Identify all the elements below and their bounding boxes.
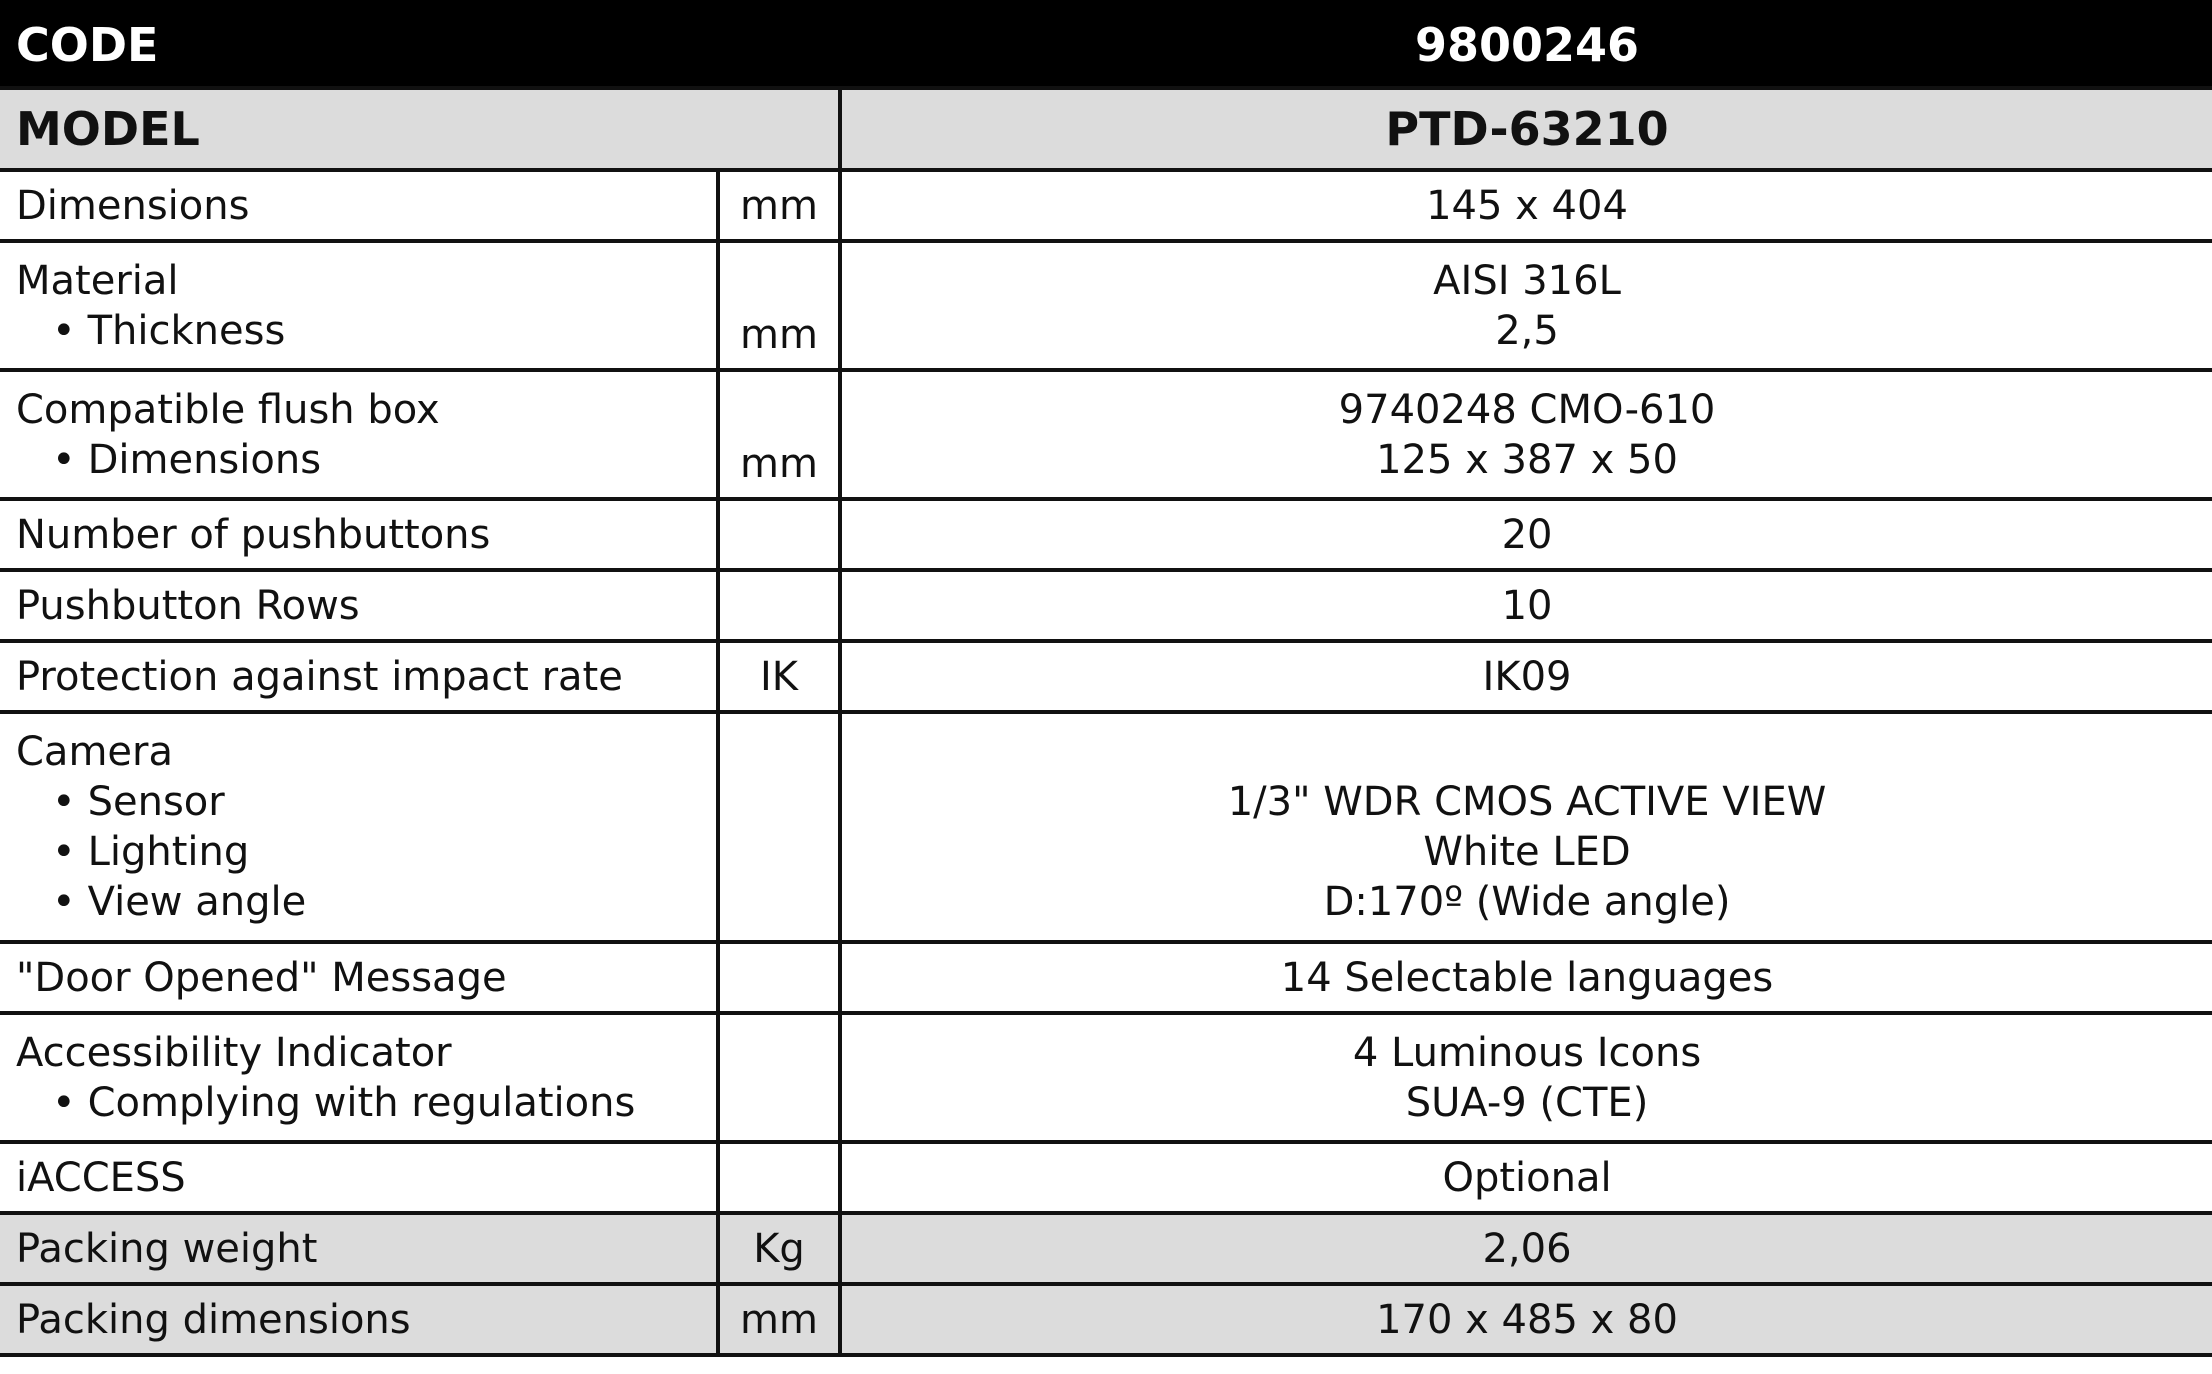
- row-label-cell: [0, 370, 718, 499]
- model-row: [0, 88, 2212, 170]
- row-label: Number of pushbuttons: [0, 499, 718, 570]
- table-row: [0, 712, 2212, 942]
- row-unit: IK: [718, 641, 840, 712]
- row-unit: [718, 942, 840, 1013]
- row-value-spacer: [842, 727, 2212, 777]
- row-value: SUA-9 (CTE): [1405, 1079, 1649, 1126]
- row-label: Compatible flush box: [16, 386, 440, 433]
- row-value-cell: [840, 241, 2212, 370]
- row-label: Pushbutton Rows: [0, 570, 718, 641]
- row-unit: [718, 499, 840, 570]
- row-label: Material: [16, 257, 179, 304]
- row-value: 10: [840, 570, 2212, 641]
- code-row: [0, 2, 2212, 88]
- row-value: 9740248 CMO-610: [1338, 386, 1716, 433]
- table-row: [0, 1284, 2212, 1355]
- code-value: 9800246: [840, 2, 2212, 88]
- row-label: Packing weight: [0, 1213, 718, 1284]
- row-value: 145 x 404: [840, 170, 2212, 241]
- row-unit: [718, 1013, 840, 1142]
- row-value: 2,5: [1495, 307, 1559, 354]
- table-row: [0, 499, 2212, 570]
- row-label-cell: [0, 712, 718, 942]
- row-unit: [718, 570, 840, 641]
- table-row: [0, 1142, 2212, 1213]
- table-row: [0, 170, 2212, 241]
- row-value: 4 Luminous Icons: [1352, 1029, 1702, 1076]
- model-value: PTD-63210: [840, 88, 2212, 170]
- row-label-cell: [0, 241, 718, 370]
- row-label: Dimensions: [0, 170, 718, 241]
- row-value-cell: [840, 370, 2212, 499]
- row-label: "Door Opened" Message: [0, 942, 718, 1013]
- row-value: 1/3" WDR CMOS ACTIVE VIEW: [1227, 779, 1827, 825]
- model-label: MODEL: [0, 88, 840, 170]
- row-unit: mm: [718, 1284, 840, 1355]
- row-value: IK09: [840, 641, 2212, 712]
- row-label-cell: [0, 1013, 718, 1142]
- row-value: 20: [840, 499, 2212, 570]
- row-value: 2,06: [840, 1213, 2212, 1284]
- row-value: D:170º (Wide angle): [1323, 879, 1731, 925]
- row-sub-label: • Lighting: [16, 827, 716, 877]
- row-sub-label: • Complying with regulations: [16, 1078, 716, 1128]
- row-sub-label: • Sensor: [16, 777, 716, 827]
- row-unit: mm: [718, 370, 840, 499]
- row-label: Packing dimensions: [0, 1284, 718, 1355]
- row-unit: Kg: [718, 1213, 840, 1284]
- row-label: iACCESS: [0, 1142, 718, 1213]
- row-unit: [718, 1142, 840, 1213]
- table-row: [0, 1013, 2212, 1142]
- row-label: Protection against impact rate: [0, 641, 718, 712]
- row-value: AISI 316L: [1433, 257, 1621, 304]
- row-value-cell: [840, 712, 2212, 942]
- row-label: Accessibility Indicator: [16, 1029, 452, 1076]
- row-unit: mm: [718, 170, 840, 241]
- row-sub-label: • View angle: [16, 877, 716, 927]
- row-unit: mm: [718, 241, 840, 370]
- table-row: [0, 641, 2212, 712]
- row-value: 14 Selectable languages: [840, 942, 2212, 1013]
- table-row: [0, 570, 2212, 641]
- table-row: [0, 1213, 2212, 1284]
- row-value-cell: [840, 1013, 2212, 1142]
- row-label: Camera: [16, 729, 173, 775]
- row-sub-label: • Dimensions: [16, 435, 716, 485]
- row-value: White LED: [1423, 829, 1631, 875]
- row-sub-label: • Thickness: [16, 306, 716, 356]
- row-value: 125 x 387 x 50: [1376, 436, 1678, 483]
- row-unit: [718, 712, 840, 942]
- table-row: [0, 241, 2212, 370]
- table-row: [0, 942, 2212, 1013]
- code-label: CODE: [0, 2, 840, 88]
- table-row: [0, 370, 2212, 499]
- row-value: 170 x 485 x 80: [840, 1284, 2212, 1355]
- row-value: Optional: [840, 1142, 2212, 1213]
